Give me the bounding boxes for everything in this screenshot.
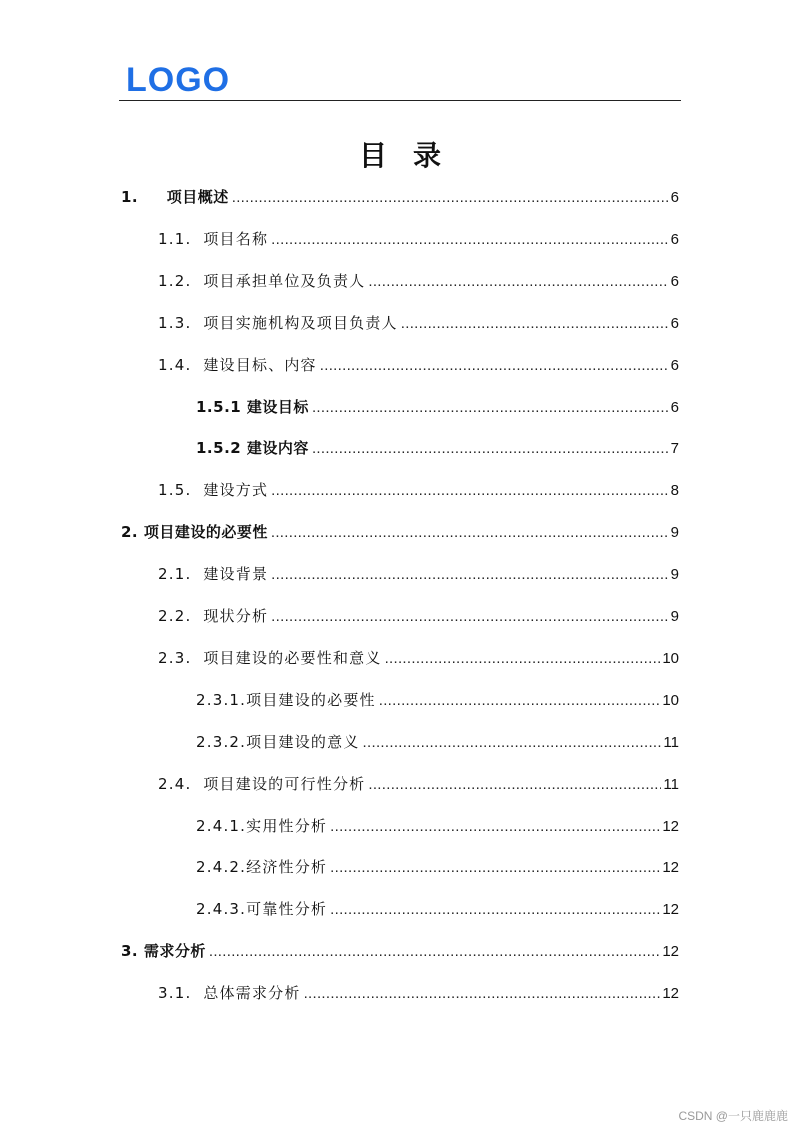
toc-entry-page: 6 [670, 231, 679, 248]
toc-entry[interactable] [196, 856, 679, 878]
toc-entry[interactable] [158, 773, 679, 795]
toc-leader-dots [379, 690, 661, 712]
toc-entry-page: 9 [670, 608, 679, 625]
toc-entry-label: 2. 项目建设的必要性 [121, 523, 268, 541]
toc-leader-dots [271, 229, 668, 251]
toc-entry-page: 6 [670, 315, 679, 332]
toc-leader-dots [232, 187, 669, 209]
toc-entry[interactable] [196, 437, 679, 459]
toc-leader-dots [330, 899, 660, 921]
toc-entry[interactable] [158, 312, 679, 334]
toc-leader-dots [271, 480, 668, 502]
toc-entry-label: 1.1. 项目名称 [158, 230, 269, 248]
toc-entry-label: 2.1. 建设背景 [158, 565, 269, 583]
toc-entry-label: 1.2. 项目承担单位及负责人 [158, 272, 366, 290]
toc-entry-label: 2.2. 现状分析 [158, 607, 269, 625]
toc-entry[interactable] [158, 479, 679, 501]
toc-entry-page: 7 [670, 440, 679, 457]
toc-entry[interactable] [158, 647, 679, 669]
toc-entry-page: 12 [662, 943, 679, 960]
toc-entry[interactable] [121, 521, 679, 543]
toc-entry-page: 12 [662, 818, 679, 835]
toc-entry-page: 10 [662, 692, 679, 709]
toc-entry[interactable] [196, 396, 679, 418]
toc-entry-label: 2.3. 项目建设的必要性和意义 [158, 649, 382, 667]
toc-entry[interactable] [158, 270, 679, 292]
toc-entry-page: 11 [663, 734, 679, 751]
header-rule [119, 100, 681, 101]
toc-leader-dots [368, 774, 661, 796]
toc-title: 目录 [358, 139, 467, 172]
toc-entry-label: 2.4.1.实用性分析 [196, 817, 328, 835]
toc-entry[interactable] [158, 228, 679, 250]
toc-entry-label: 2.3.2.项目建设的意义 [196, 733, 360, 751]
toc-leader-dots [312, 438, 669, 460]
toc-entry[interactable] [121, 940, 679, 962]
toc-leader-dots [304, 983, 661, 1005]
toc-leader-dots [330, 816, 660, 838]
toc-entry-label: 2.4.2.经济性分析 [196, 858, 328, 876]
toc-entry-label: 1.5.1 建设目标 [196, 398, 309, 416]
toc-entry[interactable] [196, 898, 679, 920]
toc-entry[interactable] [158, 563, 679, 585]
toc-leader-dots [385, 648, 661, 670]
toc-entry-page: 12 [662, 859, 679, 876]
toc-entry-label: 1.5. 建设方式 [158, 481, 269, 499]
toc-entry-label: 2.4.3.可靠性分析 [196, 900, 328, 918]
toc-entry-page: 6 [670, 399, 679, 416]
toc-entry-label: 3. 需求分析 [121, 942, 206, 960]
toc-leader-dots [363, 732, 662, 754]
toc-entry-page: 6 [670, 189, 679, 206]
toc-entry-label: 1.5.2 建设内容 [196, 439, 309, 457]
toc-entry[interactable] [196, 731, 679, 753]
toc-entry-label: 2.3.1.项目建设的必要性 [196, 691, 376, 709]
toc-entry-page: 10 [662, 650, 679, 667]
logo: LOGO [126, 61, 231, 99]
toc-entry[interactable] [158, 605, 679, 627]
toc-leader-dots [330, 857, 660, 879]
toc-entry-page: 6 [670, 357, 679, 374]
toc-leader-dots [271, 606, 668, 628]
toc-entry-page: 12 [662, 901, 679, 918]
toc-leader-dots [271, 522, 669, 544]
toc-leader-dots [320, 355, 669, 377]
toc-entry[interactable] [158, 354, 679, 376]
toc-entry-page: 12 [662, 985, 679, 1002]
toc-entry-label: 1. 项目概述 [121, 188, 229, 206]
watermark: CSDN @一只鹿鹿鹿 [678, 1109, 788, 1123]
toc-entry-label: 2.4. 项目建设的可行性分析 [158, 775, 366, 793]
toc-leader-dots [368, 271, 668, 293]
toc-entry-page: 8 [670, 482, 679, 499]
toc-leader-dots [312, 397, 669, 419]
toc-entry[interactable] [196, 689, 679, 711]
toc-entry-page: 9 [670, 566, 679, 583]
toc-leader-dots [209, 941, 660, 963]
toc-entry-label: 3.1. 总体需求分析 [158, 984, 301, 1002]
toc-entry[interactable] [121, 186, 679, 208]
toc-entry-label: 1.4. 建设目标、内容 [158, 356, 317, 374]
toc-entry[interactable] [196, 815, 679, 837]
toc-leader-dots [401, 313, 669, 335]
toc-entry-label: 1.3. 项目实施机构及项目负责人 [158, 314, 398, 332]
toc-entry[interactable] [158, 982, 679, 1004]
toc-entry-page: 6 [670, 273, 679, 290]
toc-leader-dots [271, 564, 668, 586]
toc-entry-page: 9 [670, 524, 679, 541]
toc-entry-page: 11 [663, 776, 679, 793]
